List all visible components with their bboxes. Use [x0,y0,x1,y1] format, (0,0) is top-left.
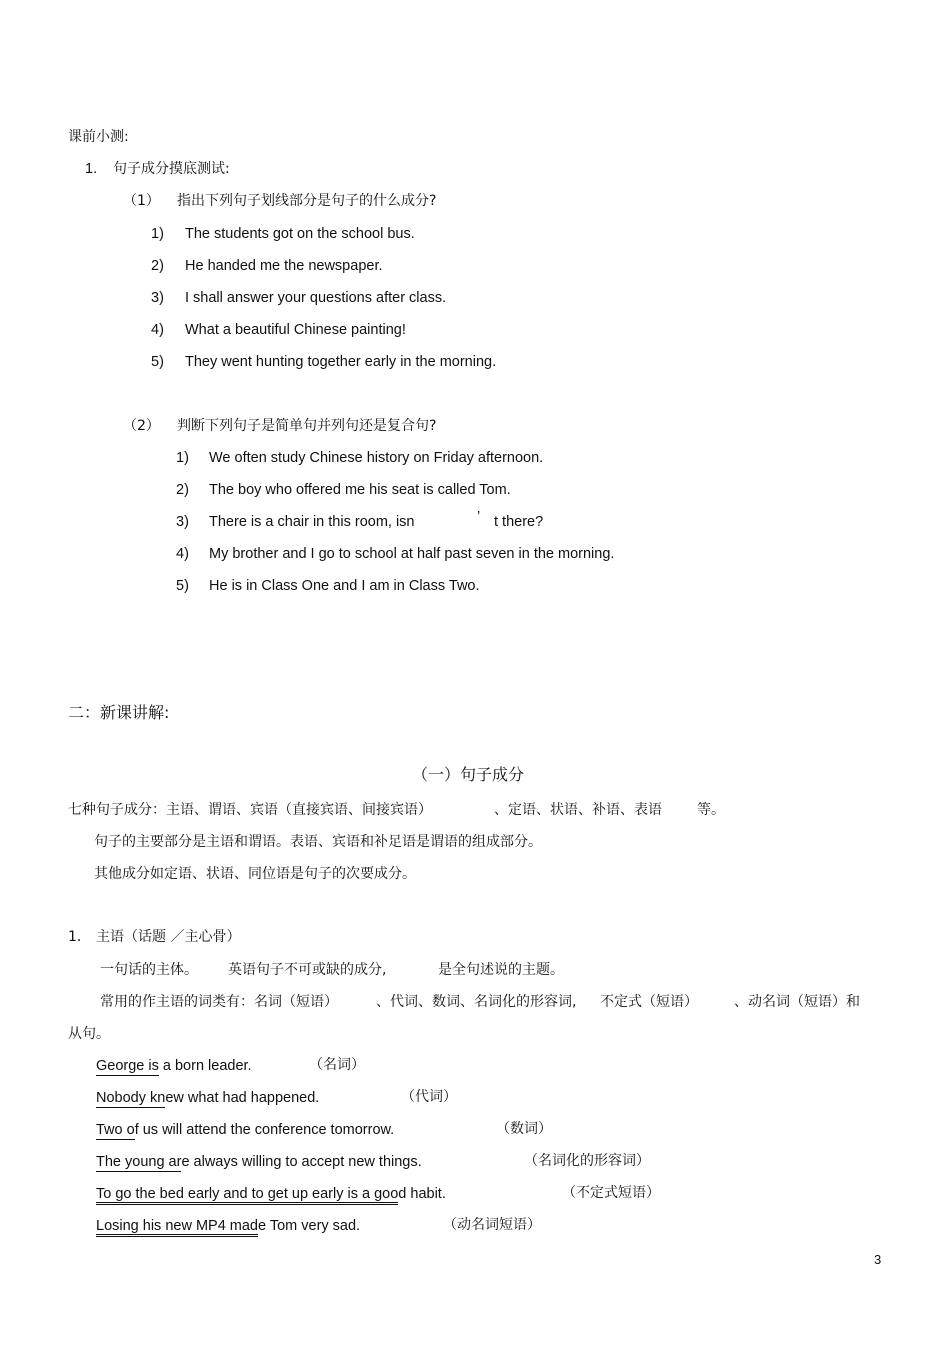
subject-desc-c: 是全句述说的主题。 [438,962,564,978]
part1-instruction: 指出下列句子划线部分是句子的什么成分? [177,193,437,209]
example-note: （代词） [401,1089,457,1105]
subject-types-d: 、动名词（短语）和 [734,994,860,1010]
example-sentence [96,1185,446,1203]
example-note: （动名词短语） [443,1217,541,1233]
subject-types-e: 从句。 [68,1026,110,1042]
example-sentence [96,1089,319,1107]
page-number: 3 [874,1252,882,1267]
example-sentence [96,1153,422,1171]
subject-types-a: 常用的作主语的词类有：名词（短语） [100,994,338,1010]
sentence-rest: a born leader. [158,1058,252,1074]
part1-sentence-num: 5) [151,354,164,370]
example-note: （不定式短语） [562,1185,660,1201]
sentence-rest: d habit. [398,1186,446,1202]
sentence-rest: e always willing to accept new things. [181,1154,422,1170]
example-sentence [96,1121,394,1139]
part2-sentence: He is in Class One and I am in Class Two. [209,578,480,594]
part2-number: （2） [123,418,160,434]
subject-types-c: 不定式（短语） [600,994,698,1010]
subject-desc-a: 一句话的主体。 [100,962,198,978]
subject-number: 1． [68,929,91,945]
part1-sentence: The students got on the school bus. [185,226,415,242]
part2-sentence-tail: t there? [494,514,544,530]
example-note: （数词） [496,1121,552,1137]
part1-sentence-num: 2) [151,258,164,274]
sentence-rest: ew what had happened. [165,1090,320,1106]
sentence-rest: e Tom very sad. [258,1218,361,1234]
apostrophe: ’ [477,509,481,525]
subject-types-b: 、代词、数词、名词化的形容词, [376,994,577,1010]
underlined-subject: Nobody kn [96,1090,166,1106]
item1-label: 句子成分摸底测试: [113,161,230,177]
subject-title: 主语（话题 ／主心骨） [96,929,241,945]
part2-sentence-num: 2) [176,482,189,498]
part2-sentence: There is a chair in this room, isn [209,514,415,530]
underlined-subject: George is [96,1058,159,1074]
seven-parts-b: 、定语、状语、补语、表语 [494,802,662,818]
seven-parts-c: 等。 [697,802,725,818]
underlined-subject: To go the bed early and to get up early is a goo [96,1186,398,1205]
part2-sentence: The boy who offered me his seat is called Tom. [209,482,511,498]
part1-sentence: I shall answer your questions after class. [185,290,447,306]
underlined-subject: Losing his new MP4 mad [96,1218,258,1237]
underlined-subject: Two o [96,1122,135,1138]
example-note: （名词） [309,1057,365,1073]
part1-number: （1） [123,193,160,209]
example-sentence [96,1217,360,1235]
part2-sentence-num: 4) [176,546,189,562]
underlined-subject: The young ar [96,1154,182,1170]
part1-sentence: He handed me the newspaper. [185,258,383,274]
part2-instruction: 判断下列句子是简单句并列句还是复合句? [177,418,437,434]
sentence-rest: f us will attend the conference tomorrow. [134,1122,395,1138]
new-lesson-heading: 二：新课讲解: [68,703,170,722]
item1-number: 1. [85,161,98,177]
pre-test-heading: 课前小测: [68,129,129,145]
example-sentence [96,1057,252,1075]
seven-parts-a: 七种句子成分：主语、谓语、宾语（直接宾语、间接宾语） [68,802,432,818]
part2-sentence-num: 5) [176,578,189,594]
part2-sentence: We often study Chinese history on Friday afternoon. [209,450,544,466]
part1-sentence-num: 4) [151,322,164,338]
other-parts-text: 其他成分如定语、状语、同位语是句子的次要成分。 [94,866,416,882]
main-parts-text: 句子的主要部分是主语和谓语。表语、宾语和补足语是谓语的组成部分。 [94,834,542,850]
part1-sentence-num: 3) [151,290,164,306]
part2-sentence: My brother and I go to school at half past seven in the morning. [209,546,615,562]
section-title: （一）句子成分 [412,765,525,784]
part1-sentence: What a beautiful Chinese painting! [185,322,406,338]
part1-sentence: They went hunting together early in the morning. [185,354,497,370]
part1-sentence-num: 1) [151,226,164,242]
part2-sentence-num: 3) [176,514,189,530]
subject-desc-b: 英语句子不可或缺的成分, [228,962,387,978]
example-note: （名词化的形容词） [524,1153,650,1169]
part2-sentence-num: 1) [176,450,189,466]
